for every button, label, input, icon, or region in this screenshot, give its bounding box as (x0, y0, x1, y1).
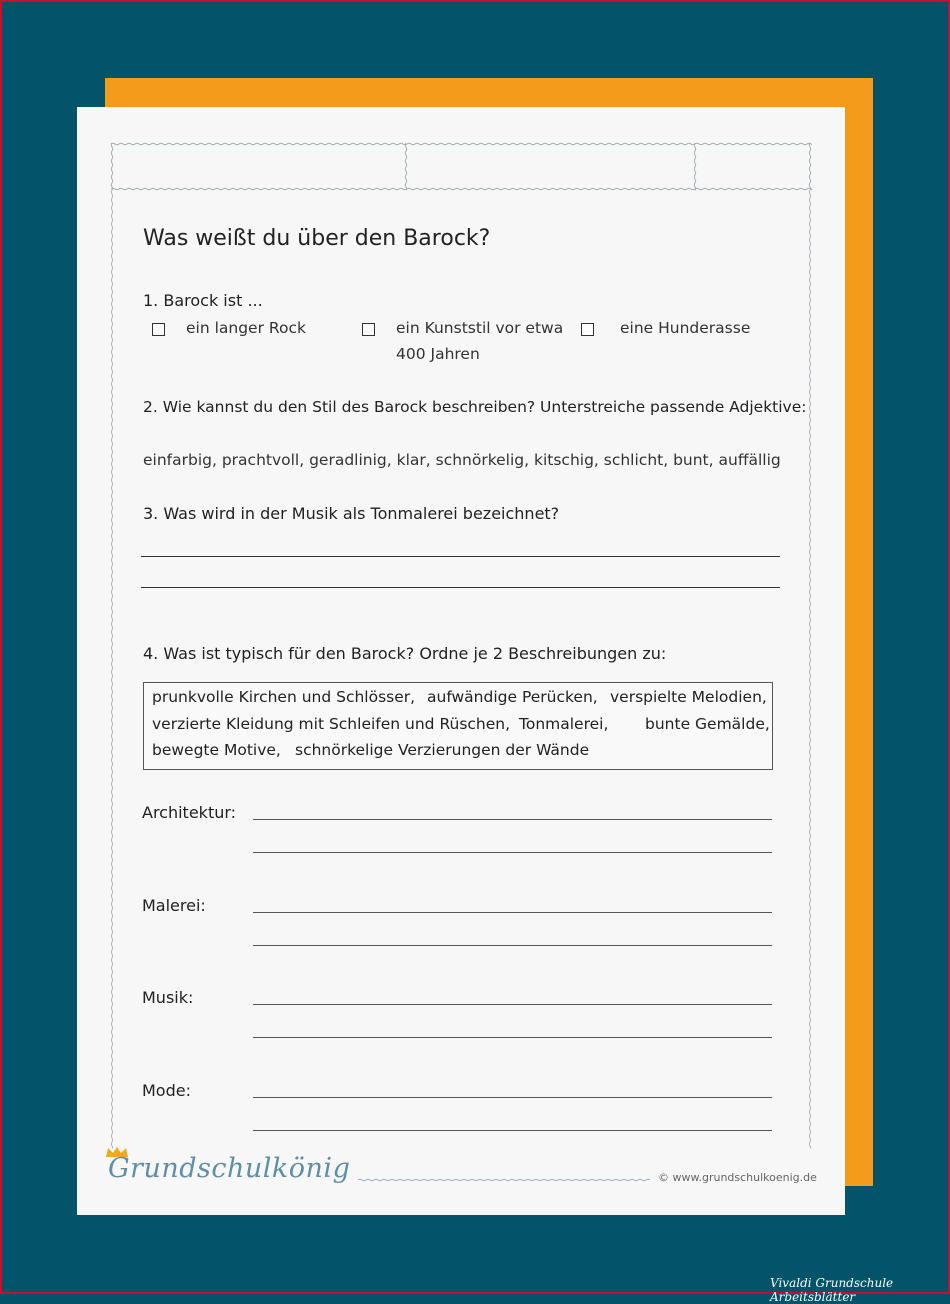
worksheet-title: Was weißt du über den Barock? (143, 226, 491, 251)
option-langer-rock: ein langer Rock (186, 319, 306, 337)
adjective-list: einfarbig, prachtvoll, geradlinig, klar, schnörkelig, kitschig, schlicht, bunt, auffällig (143, 451, 781, 469)
question-4-prompt: 4. Was ist typisch für den Barock? Ordne je 2 Beschreibungen zu: (143, 644, 667, 663)
publisher-logo: Grundschulkönig (108, 1153, 351, 1184)
checkbox-icon[interactable] (362, 323, 375, 336)
option-kunststil: ein Kunststil vor etwa (396, 319, 564, 337)
description-item: prunkvolle Kirchen und Schlösser, (152, 688, 416, 706)
footer-wavy-line (358, 1176, 650, 1184)
category-label-mode: Mode: (142, 1081, 191, 1100)
answer-line[interactable] (141, 587, 780, 588)
option-kunststil-cont: 400 Jahren (396, 345, 480, 363)
checkbox-icon[interactable] (152, 323, 165, 336)
copyright-notice: © www.grundschulkoenig.de (658, 1171, 817, 1184)
description-item: verzierte Kleidung mit Schleifen und Rüschen, (152, 715, 511, 733)
question-1-prompt: 1. Barock ist ... (143, 291, 263, 310)
header-wavy-frame (110, 142, 812, 192)
category-label-malerei: Malerei: (142, 896, 206, 915)
description-word-box (143, 682, 773, 770)
description-item: aufwändige Perücken, (427, 688, 598, 706)
answer-line[interactable] (253, 1130, 772, 1131)
question-2-prompt: 2. Wie kannst du den Stil des Barock beschreiben? Unterstreiche passende Adjektive: (143, 398, 807, 416)
category-label-musik: Musik: (142, 988, 194, 1007)
question-3-prompt: 3. Was wird in der Musik als Tonmalerei bezeichnet? (143, 504, 560, 523)
answer-line[interactable] (253, 819, 772, 820)
description-item: verspielte Melodien, (610, 688, 767, 706)
worksheet-header-fields (110, 142, 812, 190)
checkbox-icon[interactable] (581, 323, 594, 336)
watermark-text: Vivaldi Grundschule Arbeitsblätter (770, 1276, 894, 1304)
answer-line[interactable] (253, 852, 772, 853)
description-item: bunte Gemälde, (645, 715, 770, 733)
answer-line[interactable] (253, 1097, 772, 1098)
answer-line[interactable] (253, 1037, 772, 1038)
answer-line[interactable] (253, 912, 772, 913)
answer-line[interactable] (253, 1004, 772, 1005)
description-item: schnörkelige Verzierungen der Wände (295, 741, 590, 759)
description-item: bewegte Motive, (152, 741, 281, 759)
description-item: Tonmalerei, (519, 715, 609, 733)
answer-line[interactable] (141, 556, 780, 557)
option-hunderasse: eine Hunderasse (620, 319, 751, 337)
answer-line[interactable] (253, 945, 772, 946)
category-label-architektur: Architektur: (142, 803, 237, 822)
